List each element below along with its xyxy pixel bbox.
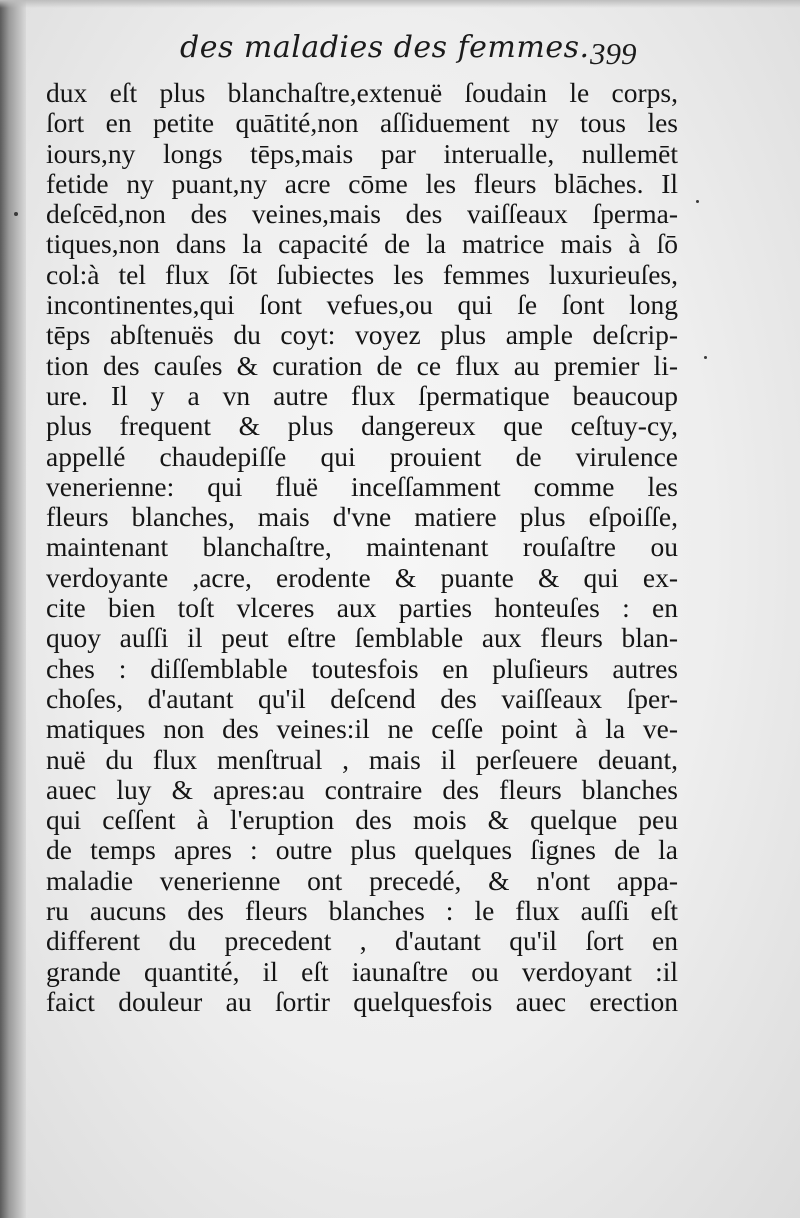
text-line: plus frequent & plus dangereux que ceſtuy-cy, xyxy=(46,410,678,442)
text-line: incontinentes,qui ſont vefues,ou qui ſe ſont long xyxy=(46,289,678,321)
text-line: choſes, d'autant qu'il deſcend des vaiſſeaux ſper- xyxy=(46,682,678,714)
text-line: grande quantité, il eſt iaunaſtre ou verdoyant :il xyxy=(46,955,678,987)
text-line: venerienne: qui fluë inceſſamment comme les xyxy=(46,470,678,502)
running-title: des maladies des femmes. xyxy=(180,30,590,65)
ink-speck xyxy=(696,200,699,203)
text-line: verdoyante ,acre, erodente & puante & qui ex- xyxy=(46,561,678,593)
binding-gutter-shadow xyxy=(0,0,26,1218)
text-line: ru aucuns des fleurs blanches : le flux auſſi eſt xyxy=(46,895,678,927)
body-text xyxy=(46,78,678,1017)
text-line: tion des cauſes & curation de ce flux au premier li- xyxy=(46,349,678,381)
text-line: cite bien toſt vlceres aux parties honteuſes : en xyxy=(46,592,678,624)
page-number: 399 xyxy=(590,36,637,71)
text-line: faict douleur au ſortir quelquesfois auec erection xyxy=(46,985,678,1017)
text-line: different du precedent , d'autant qu'il ſort en xyxy=(46,925,678,957)
ink-speck xyxy=(704,356,707,359)
text-line: auec luy & apres:au contraire des fleurs blanches xyxy=(46,773,678,805)
text-line: tiques,non dans la capacité de la matrice mais à ſō xyxy=(46,228,678,260)
text-line: nuë du flux menſtrual , mais il perſeuere deuant, xyxy=(46,743,678,775)
text-line: maladie venerienne ont precedé, & n'ont appa- xyxy=(46,864,678,896)
text-line: de temps apres : outre plus quelques ſignes de la xyxy=(46,834,678,866)
text-line: maintenant blanchaſtre, maintenant rouſaſtre ou xyxy=(46,531,678,563)
text-line: deſcēd,non des veines,mais des vaiſſeaux ſperma- xyxy=(46,198,678,230)
text-line: dux eſt plus blanchaſtre,extenuë ſoudain le corps, xyxy=(46,77,678,108)
ink-speck xyxy=(14,212,18,216)
text-line: fetide ny puant,ny acre cōme les fleurs blāches. Il xyxy=(46,167,678,199)
text-line: iours,ny longs tēps,mais par interualle, nullemēt xyxy=(46,137,678,169)
text-line: col:à tel flux ſōt ſubiectes les femmes luxurieuſes, xyxy=(46,258,678,290)
text-line: appellé chaudepiſſe qui prouient de virulence xyxy=(46,440,678,472)
page-top-edge xyxy=(0,0,800,8)
text-line: fleurs blanches, mais d'vne matiere plus eſpoiſſe, xyxy=(46,501,678,533)
text-line: ſort en petite quātité,non aſſiduement ny tous les xyxy=(46,107,678,139)
text-line: qui ceſſent à l'eruption des mois & quelque peu xyxy=(46,804,678,836)
text-line: ches : diſſemblable toutesfois en pluſieurs autres xyxy=(46,652,678,684)
text-line: matiques non des veines:il ne ceſſe point à la ve- xyxy=(46,713,678,745)
text-line: ure. Il y a vn autre flux ſpermatique beaucoup xyxy=(46,379,678,411)
text-line: quoy auſſi il peut eſtre ſemblable aux fleurs blan- xyxy=(46,622,678,654)
text-line: tēps abſtenuës du coyt: voyez plus ample deſcrip- xyxy=(46,319,678,351)
page-header xyxy=(180,30,680,74)
